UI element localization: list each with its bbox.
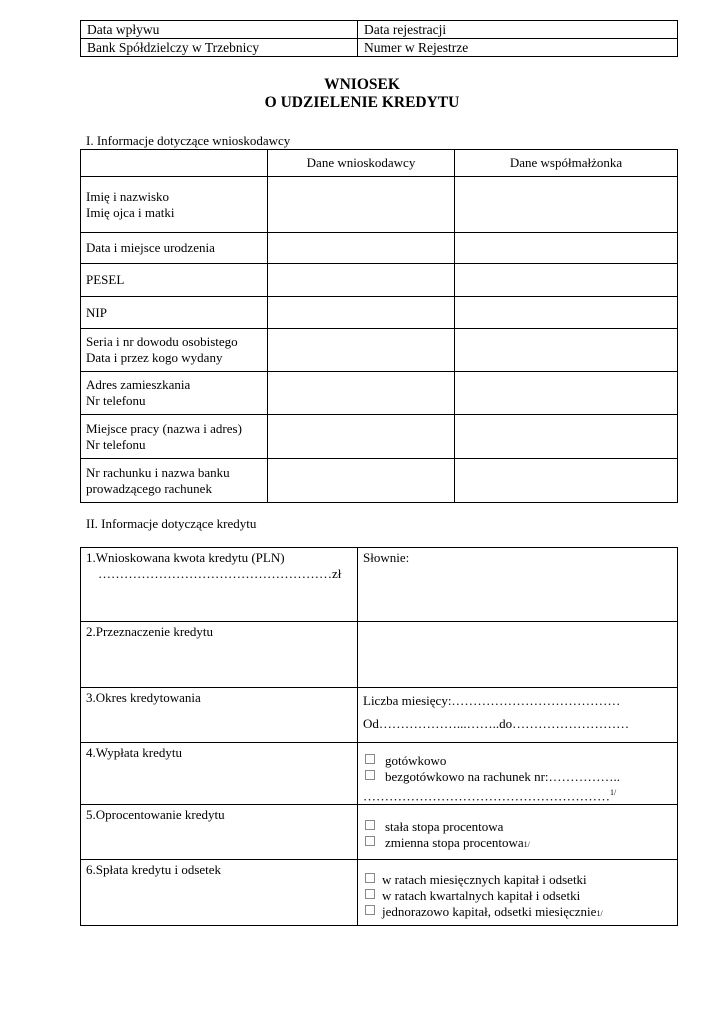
spouse-nip-field[interactable] [455, 297, 678, 329]
spouse-address-field[interactable] [455, 372, 678, 415]
payout-option-cash[interactable]: gotówkowo [363, 753, 672, 769]
header-empty-cell [81, 150, 268, 177]
title-line-2: O UDZIELENIE KREDYTU [264, 94, 460, 111]
payout-label: 4.Wypłata kredytu [81, 743, 358, 805]
repayment-label: 6.Spłata kredytu i odsetek [81, 860, 358, 926]
row-label-nip: NIP [81, 297, 268, 329]
row-label-birth: Data i miejsce urodzenia [81, 233, 268, 264]
bank-name: Bank Spółdzielczy w Trzebnicy [81, 39, 358, 57]
spouse-birth-field[interactable] [455, 233, 678, 264]
payout-account-dots[interactable]: …………………………………………………$^{1/}$ [363, 788, 617, 804]
applicant-account-field[interactable] [268, 459, 455, 503]
interest-label: 5.Oprocentowanie kredytu [81, 805, 358, 860]
amount-words-cell[interactable] [358, 548, 678, 622]
interest-option-variable[interactable]: zmienna stopa procentowa 1/ [363, 835, 672, 853]
registration-table [80, 20, 678, 57]
applicant-workplace-field[interactable] [268, 415, 455, 459]
period-months: Liczba miesięcy:………………………………… [363, 693, 621, 708]
amount-cell[interactable] [81, 548, 358, 622]
cash-checkbox[interactable] [365, 754, 375, 764]
repayment-option-single[interactable]: jednorazowo kapitał, odsetki miesięcznie 1/ [363, 904, 672, 922]
credit-table [80, 547, 678, 926]
row-label-pesel: PESEL [81, 264, 268, 297]
header-applicant: Dane wnioskodawcy [268, 150, 455, 177]
quarterly-checkbox[interactable] [365, 889, 375, 899]
spouse-workplace-field[interactable] [455, 415, 678, 459]
spouse-pesel-field[interactable] [455, 264, 678, 297]
header-spouse: Dane współmałżonka [455, 150, 678, 177]
period-field[interactable] [358, 688, 678, 743]
spouse-id-field[interactable] [455, 329, 678, 372]
period-range: Od………………...……..do……………………… [363, 716, 630, 731]
applicant-table [80, 149, 678, 503]
payout-option-transfer[interactable]: bezgotówkowo na rachunek nr:…………….. [363, 769, 672, 785]
monthly-checkbox[interactable] [365, 873, 375, 883]
purpose-label: 2.Przeznaczenie kredytu [81, 622, 358, 688]
applicant-name-field[interactable] [268, 177, 455, 233]
row-label-address: Adres zamieszkania Nr telefonu [81, 372, 268, 415]
amount-label: 1.Wnioskowana kwota kredytu (PLN) [86, 550, 285, 565]
payout-options [358, 743, 678, 805]
document-title [0, 76, 724, 112]
title-line-1: WNIOSEK [324, 76, 400, 93]
period-label: 3.Okres kredytowania [81, 688, 358, 743]
section-2-heading: II. Informacje dotyczące kredytu [86, 516, 257, 531]
interest-option-fixed[interactable]: stała stopa procentowa [363, 819, 672, 835]
amount-dots: ………………………………………………zł [98, 566, 342, 581]
registration-date-field[interactable]: Data rejestracji [358, 21, 678, 39]
row-label-workplace: Miejsce pracy (nazwa i adres) Nr telefonu [81, 415, 268, 459]
applicant-birth-field[interactable] [268, 233, 455, 264]
interest-footnote: 1/ [523, 840, 530, 850]
payout-footnote: 1/ [610, 788, 617, 797]
date-received-field[interactable]: Data wpływu [81, 21, 358, 39]
applicant-address-field[interactable] [268, 372, 455, 415]
transfer-checkbox[interactable] [365, 770, 375, 780]
fixed-rate-checkbox[interactable] [365, 820, 375, 830]
row-label-id: Seria i nr dowodu osobistego Data i przez kogo wydany [81, 329, 268, 372]
spouse-account-field[interactable] [455, 459, 678, 503]
applicant-nip-field[interactable] [268, 297, 455, 329]
single-payment-checkbox[interactable] [365, 905, 375, 915]
applicant-pesel-field[interactable] [268, 264, 455, 297]
row-label-name: Imię i nazwisko Imię ojca i matki [81, 177, 268, 233]
amount-words-label: Słownie: [363, 550, 410, 565]
register-number-field[interactable]: Numer w Rejestrze [358, 39, 678, 57]
repayment-option-monthly[interactable]: w ratach miesięcznych kapitał i odsetki [363, 872, 672, 888]
applicant-id-field[interactable] [268, 329, 455, 372]
row-label-account: Nr rachunku i nazwa banku prowadzącego rachunek [81, 459, 268, 503]
repayment-footnote: 1/ [596, 909, 603, 919]
variable-rate-checkbox[interactable] [365, 836, 375, 846]
repayment-option-quarterly[interactable]: w ratach kwartalnych kapitał i odsetki [363, 888, 672, 904]
interest-options [358, 805, 678, 860]
spouse-name-field[interactable] [455, 177, 678, 233]
section-1-heading: I. Informacje dotyczące wnioskodawcy [86, 133, 291, 148]
repayment-options [358, 860, 678, 926]
purpose-field[interactable] [358, 622, 678, 688]
